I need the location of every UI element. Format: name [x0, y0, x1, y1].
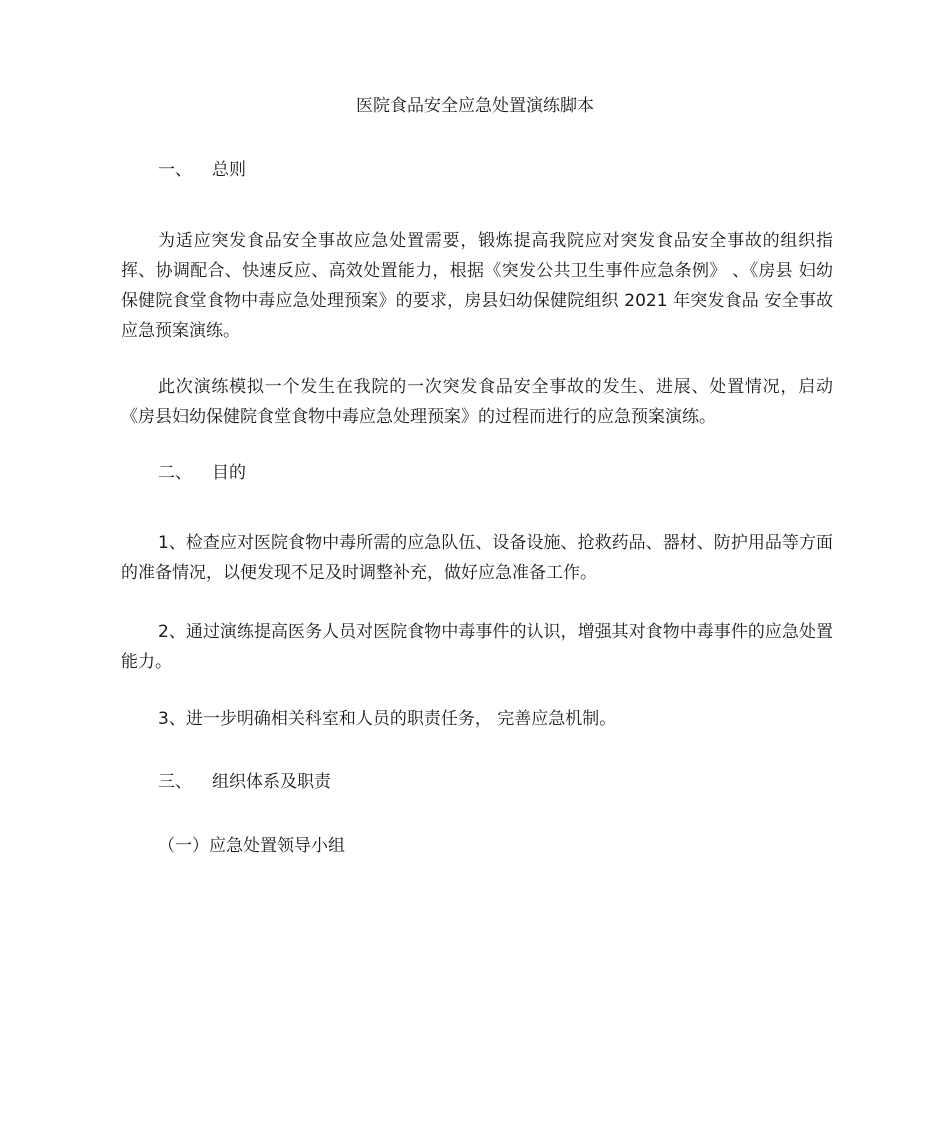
section-title: 目的 — [212, 463, 246, 483]
document-title: 医院食品安全应急处置演练脚本 — [356, 96, 594, 116]
section-number: 一、 — [158, 160, 192, 180]
section-number: 二、 — [158, 463, 192, 483]
paragraph-drill-scenario: 此次演练模拟一个发生在我院的一次突发食品安全事故的发生、进展、处置情况，启动《房县妇幼保健院食堂食物中毒应急处理预案》的过程而进行的应急预案演练。 — [121, 377, 833, 427]
subheading-leadership-group: （一）应急处置领导小组 — [158, 836, 345, 856]
paragraph-objective-2: 2、通过演练提高医务人员对医院食物中毒事件的认识，增强其对食物中毒事件的应急处置能力。 — [121, 622, 833, 672]
section-heading-objectives — [158, 461, 246, 485]
section-heading-general — [158, 158, 246, 182]
paragraph-objective-1: 1、检查应对医院食物中毒所需的应急队伍、设备设施、抢救药品、器材、防护用品等方面的准备情况，以便发现不足及时调整补充，做好应急准备工作。 — [121, 533, 833, 583]
section-title: 组织体系及职责 — [212, 772, 331, 792]
section-heading-organization — [158, 770, 331, 794]
section-number: 三、 — [158, 772, 192, 792]
paragraph-objective-3: 3、进一步明确相关科室和人员的职责任务， 完善应急机制。 — [158, 709, 617, 729]
paragraph-purpose-background: 为适应突发食品安全事故应急处置需要，锻炼提高我院应对突发食品安全事故的组织指挥、协调配合、快速反应、高效处置能力，根据《突发公共卫生事件应急条例》 、《房县 妇幼保健院食堂食物中毒应急处理预案》的要求，房县妇幼保健院组织 2021 年突发食品 安全事故应急预案演练。 — [121, 231, 833, 341]
section-title: 总则 — [212, 160, 246, 180]
